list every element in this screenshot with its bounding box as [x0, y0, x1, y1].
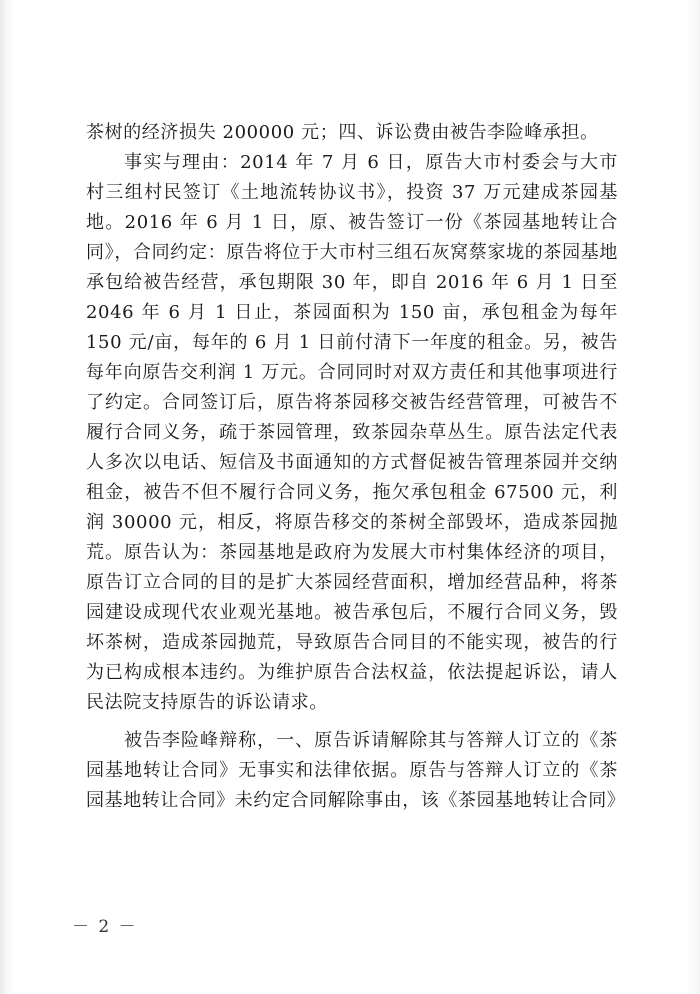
paragraph-defense: 被告李险峰辩称，一、原告诉请解除其与答辩人订立的《茶园基地转让合同》无事实和法律依据。原告与答辩人订立的《茶园基地转让合同》未约定合同解除事由，该《茶园基地转让合同》 [86, 730, 626, 811]
document-body [86, 118, 626, 816]
page-number: － 2 － [72, 917, 138, 937]
paragraph-continuation: 茶树的经济损失 200000 元；四、诉讼费由被告李险峰承担。 [86, 122, 599, 143]
paragraph-facts-and-reasons: 事实与理由：2014 年 7 月 6 日，原告大市村委会与大市村三组村民签订《土地流转协议书》，投资 37 万元建成茶园基地。2016 年 6 月 1 日，原、被告签订一份《茶园基地转让合同》，合同约定：原告将位于大市村三组石灰窝蔡家垅的茶园基地承包给被告经营，承包期限 30 年，即自 2016 年 6 月 1 日至 2046 年 6 月 1 日止，茶园面积为 150 亩，承包租金为每年 150 元/亩，每年的 6 月 1 日前付清下一年度的租金。另，被告每年向原告交利润 1 万元。合同同时对双方责任和其他事项进行了约定。合同签订后，原告将茶园移交被告经营管理，可被告不履行合同义务，疏于茶园管理，致茶园杂草丛生。原告法定代表人多次以电话、短信及书面通知的方式督促被告管理茶园并交纳租金，被告不但不履行合同义务，拖欠承包租金 67500 元，利润 30000 元，相反，将原告移交的茶树全部毁坏，造成茶园抛荒。原告认为：茶园基地是政府为发展大市村集体经济的项目，原告订立合同的目的是扩大茶园经营面积，增加经营品种，将茶园建设成现代农业观光基地。被告承包后，不履行合同义务，毁坏茶树，造成茶园抛荒，导致原告合同目的不能实现，被告的行为已构成根本违约。为维护原告合法权益，依法提起诉讼，请人民法院支持原告的诉讼请求。 [86, 152, 618, 713]
